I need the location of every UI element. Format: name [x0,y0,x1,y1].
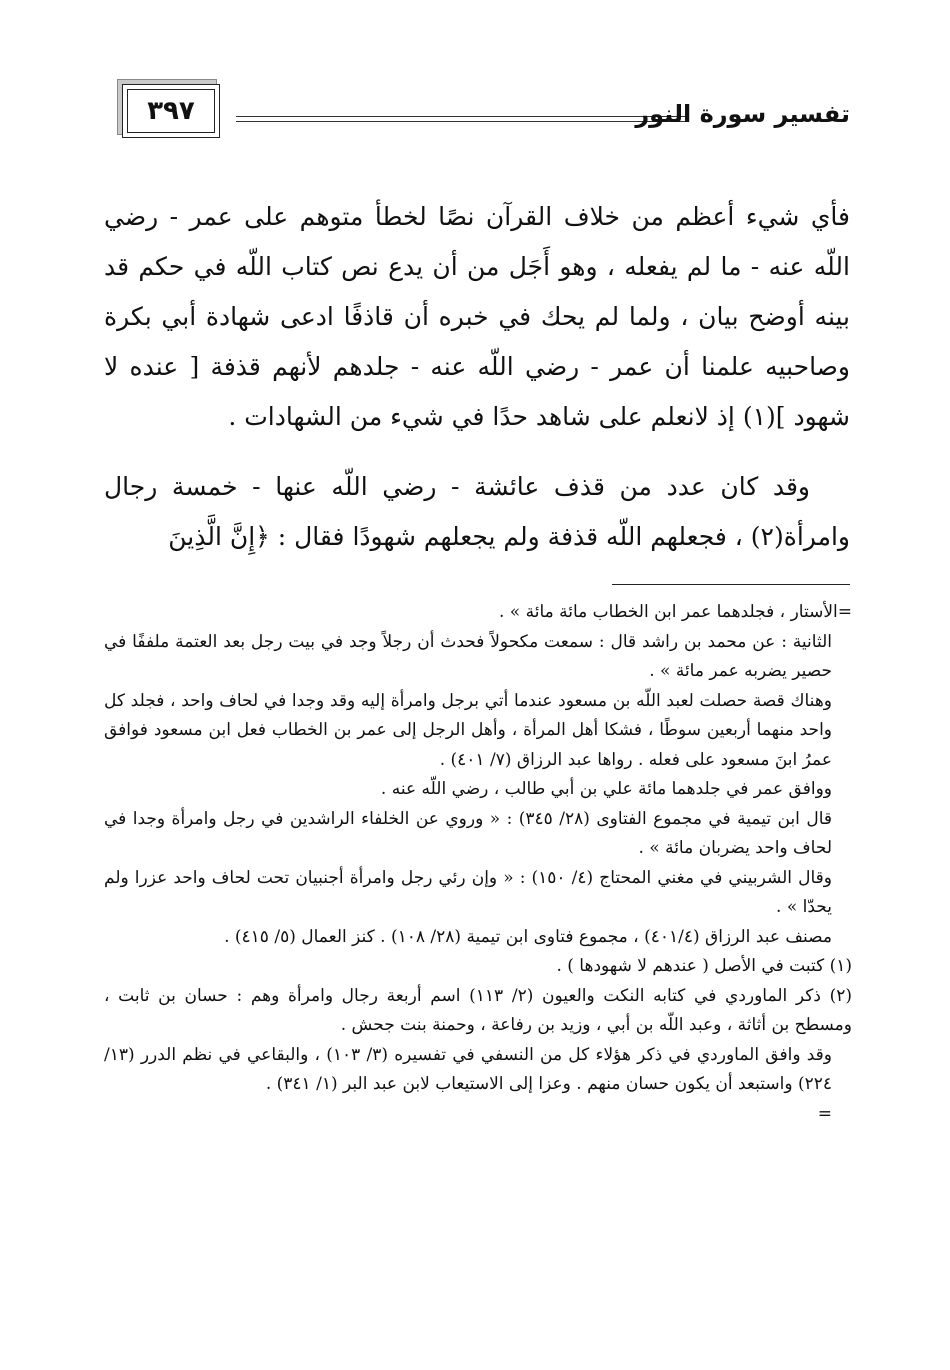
footnote-2: (٢) ذكر الماوردي في كتابه النكت والعيون (٢/ ١١٣) اسم أربعة رجال وامرأة وهم : حسان بن ثابت ، ومسطح بن أثاثة ، وعبد اللّه بن أبي ، وزيد بن رفاعة ، وحمنة بنت جحش . [104,985,852,1035]
footnote-separator [612,584,850,585]
page-number: ٣٩٧ [147,96,195,126]
footnote-continued-line: =الأستار ، فجلدهما عمر ابن الخطاب مائة مائة » . [499,602,852,622]
body-paragraph-1: فأي شيء أعظم من خلاف القرآن نصًا لخطأ متوهم على عمر - رضي اللّه عنه - ما لم يفعله ، وهو أَجَل من أن يدع نص كتاب اللّه في حكم قد بينه أوضح بيان ، ولما لم يحك في خبره أن قاذفًا ادعى شهادة أبي بكرة وصاحبيه علمنا أن عمر - رضي اللّه عنه - جلدهم لأنهم قذفة [ عنده لا شهود ](١) إذ لانعلم على شاهد حدًا في شيء من الشهادات . [104,202,850,431]
footnote-1: (١) كتبت في الأصل ( عندهم لا شهودها ) . [556,956,852,976]
main-text [104,192,850,562]
footnote-continued-line: وهناك قصة حصلت لعبد اللّه بن مسعود عندما أتي برجل وامرأة إليه وقد وجدا في لحاف واحد ، فجلد كل واحد منهما أربعين سوطًا ، فشكا أهل المرأة ، وأهل الرجل إلى عمر بن الخطاب فعل ابن مسعود فوافق عمرُ ابنَ مسعود على فعله . رواها عبد الرزاق (٧/ ٤٠١) . [104,690,832,770]
footnote-2-continuation: وقد وافق الماوردي في ذكر هؤلاء كل من النسفي في تفسيره (٣/ ١٠٣) ، والبقاعي في نظم الدرر (١٣/ ٢٢٤) واستبعد أن يكون حسان منهم . وعزا إلى الاستيعاب لابن عبد البر (١/ ٣٤١) . [104,1044,833,1094]
body-paragraph-2: وقد كان عدد من قذف عائشة - رضي اللّه عنها - خمسة رجال وامرأة(٢) ، فجعلهم اللّه قذفة ولم يجعلهم شهودًا فقال : ﴿إِنَّ الَّذِينَ [104,472,850,551]
footnote-continued-line: الثانية : عن محمد بن راشد قال : سمعت مكحولاً فحدث أن رجلاً وجد في بيت رجل بعد العتمة ملففًا في حصير يضربه عمر مائة » . [104,631,832,681]
header-rule [236,116,686,122]
footnote-continued-line: وقال الشربيني في مغني المحتاج (٤/ ١٥٠) : « وإن رئي رجل وامرأة أجنبيان تحت لحاف واحد عزرا ولم يحدّا » . [104,867,832,917]
running-title: تفسير سورة النور [635,100,850,128]
footnote-continuation-mark: = [817,1103,832,1124]
page-header [118,80,850,160]
footnotes [104,598,852,1129]
footnote-continued-line: قال ابن تيمية في مجموع الفتاوى (٢٨/ ٣٤٥) : « وروي عن الخلفاء الراشدين في رجل وامرأة وجدا في لحاف واحد يضربان مائة » . [104,808,833,858]
page-number-box [122,84,220,138]
footnote-continued-line: مصنف عبد الرزاق (٤٠١/٤) ، مجموع فتاوى ابن تيمية (٢٨/ ١٠٨) . كنز العمال (٥/ ٤١٥) . [224,926,832,947]
footnote-continued-line: ووافق عمر في جلدهما مائة علي بن أبي طالب ، رضي اللّه عنه . [380,779,832,799]
